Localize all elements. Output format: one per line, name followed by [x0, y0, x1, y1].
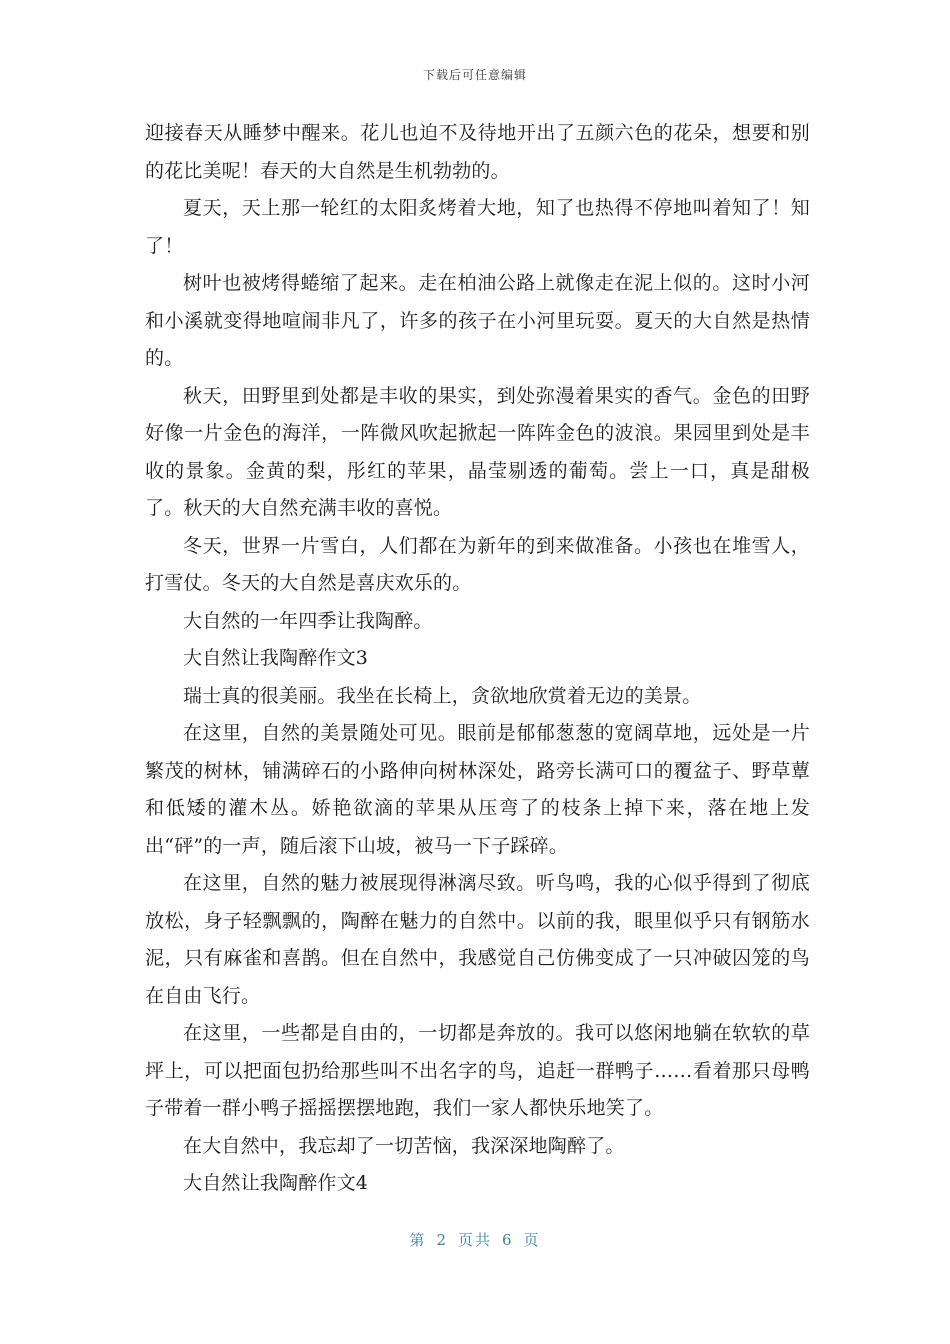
- page-number-footer: [0, 1229, 950, 1250]
- section-heading: 大自然让我陶醉作文4: [183, 1172, 369, 1194]
- paragraph: 秋天，田野里到处都是丰收的果实，到处弥漫着果实的香气。金色的田野好像一片金色的海洋，一阵微风吹起掀起一阵阵金色的波浪。果园里到处是丰收的景象。金黄的梨，彤红的苹果，晶莹剔透的葡萄。尝上一口，真是甜极了。秋天的大自然充满丰收的喜悦。: [145, 384, 810, 519]
- page-header-note: 下载后可任意编辑: [422, 68, 527, 82]
- paragraph: 树叶也被烤得蜷缩了起来。走在柏油公路上就像走在泥上似的。这时小河和小溪就变得地喧闹非凡了，许多的孩子在小河里玩耍。夏天的大自然是热情的。: [145, 272, 810, 369]
- page-label-suffix: 页: [523, 1231, 541, 1249]
- paragraph: 在这里，一些都是自由的，一切都是奔放的。我可以悠闲地躺在软软的草坪上，可以把面包扔给那些叫不出名字的鸟，追赶一群鸭子……看着那只母鸭子带着一群小鸭子摇摇摆摆地跑，我们一家人都快乐地笑了。: [145, 1022, 810, 1119]
- total-pages-number: 6: [502, 1231, 514, 1249]
- page-label-mid: 页共: [457, 1231, 492, 1249]
- paragraph: 在这里，自然的魅力被展现得淋漓尽致。听鸟鸣，我的心似乎得到了彻底放松，身子轻飘飘的，陶醉在魅力的自然中。以前的我，眼里似乎只有钢筋水泥，只有麻雀和喜鹊。但在自然中，我感觉自己仿佛变成了一只冲破囚笼的鸟在自由飞行。: [145, 872, 810, 1007]
- paragraph: 在大自然中，我忘却了一切苦恼，我深深地陶醉了。: [183, 1134, 625, 1157]
- paragraph: 大自然的一年四季让我陶醉。: [183, 609, 433, 632]
- paragraph: 迎接春天从睡梦中醒来。花儿也迫不及待地开出了五颜六色的花朵，想要和别的花比美呢！春天的大自然是生机勃勃的。: [145, 122, 810, 182]
- paragraph: 冬天，世界一片雪白，人们都在为新年的到来做准备。小孩也在堆雪人，打雪仗。冬天的大自然是喜庆欢乐的。: [145, 534, 810, 594]
- page-label-prefix: 第: [409, 1231, 427, 1249]
- current-page-number: 2: [436, 1231, 448, 1249]
- section-heading: 大自然让我陶醉作文3: [183, 647, 369, 669]
- paragraph: 瑞士真的很美丽。我坐在长椅上，贪欲地欣赏着无边的美景。: [183, 684, 702, 707]
- paragraph: 在这里，自然的美景随处可见。眼前是郁郁葱葱的宽阔草地，远处是一片繁茂的树林，铺满碎石的小路伸向树林深处，路旁长满可口的覆盆子、野草蕈和低矮的灌木丛。娇艳欲滴的苹果从压弯了的枝条上掉下来，落在地上发出“砰”的一声，随后滚下山坡，被马一下子踩碎。: [145, 722, 810, 857]
- paragraph: 夏天，天上那一轮红的太阳炙烤着大地，知了也热得不停地叫着知了！知了！: [145, 197, 810, 257]
- document-body: [145, 115, 810, 1203]
